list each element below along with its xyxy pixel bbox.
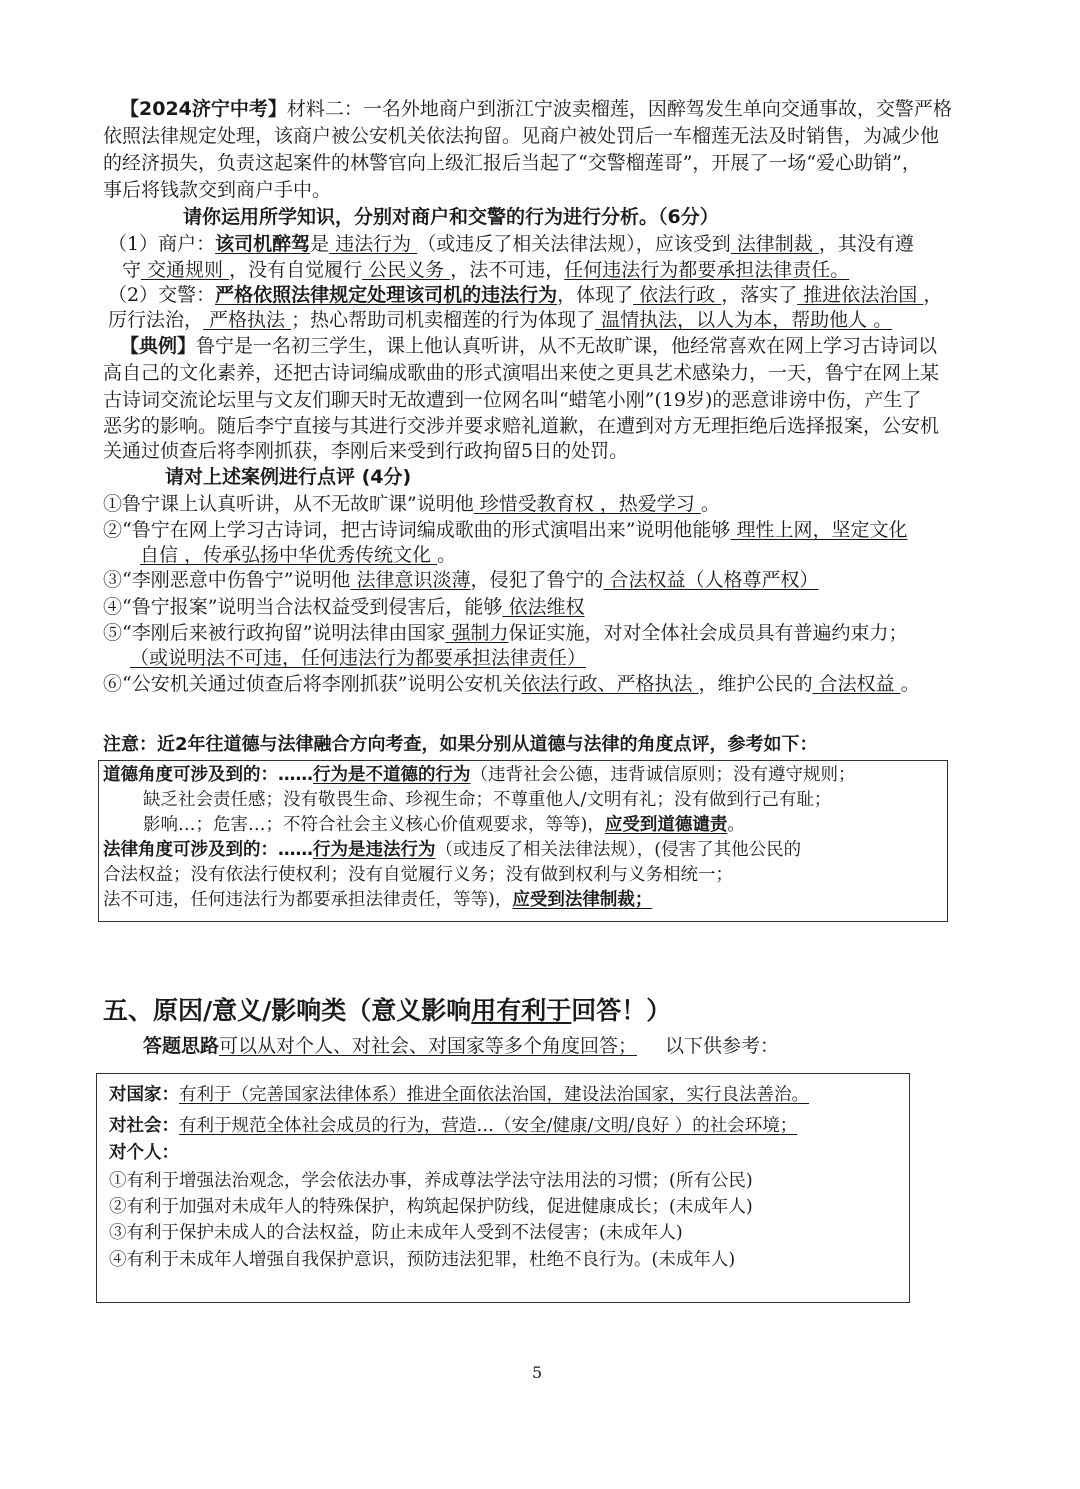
section-5-heading: 五、原因/意义/影响类（意义影响用有利于回答！） <box>103 996 672 1025</box>
example-tag: 【典例】 <box>120 335 197 357</box>
example-line-5: 关通过侦查后将李刚抓获，李刚后来受到行政拘留5日的处罚。 <box>103 440 629 462</box>
section-5-box <box>96 1073 910 1303</box>
material-line-2: 依照法律规定处理，该商户被公安机关依法拘留。见商户被处罚后一车榴莲无法及时销售，为减少他 <box>103 125 940 147</box>
answer-1-line-1: （1）商户：该司机醉驾是 违法行为 （或违反了相关法律法规），应该受到 法律制裁 ，其没有遵 <box>108 233 914 255</box>
moral-line-2: 缺乏社会责任感；没有敬畏生命、珍视生命；不尊重他人/文明有礼；没有做到行己有耻； <box>143 790 832 810</box>
note-title: 注意：近2年往道德与法律融合方向考查，如果分别从道德与法律的角度点评，参考如下： <box>103 734 818 755</box>
example-line-3: 古诗词交流论坛里与文友们聊天时无故遭到一位网名叫“蜡笔小刚”(19岁)的恶意诽谤中伤，产生了 <box>103 389 922 411</box>
point-3: ③“李刚恶意中伤鲁宁”说明他 法律意识淡薄，侵犯了鲁宁的 合法权益（人格尊严权） <box>103 569 819 591</box>
question-2: 请对上述案例进行点评 (4分) <box>165 466 412 488</box>
law-line-1: 法律角度可涉及到的：……行为是违法行为（或违反了相关法律法规），(侵害了其他公民的 <box>103 840 802 860</box>
moral-line-3: 影响…；危害…；不符合社会主义核心价值观要求，等等)，应受到道德谴责。 <box>143 815 745 835</box>
point-6: ⑥“公安机关通过侦查后将李刚抓获”说明公安机关依法行政、严格执法 ，维护公民的 合法权益 。 <box>103 673 920 695</box>
exam-tag: 【2024济宁中考】 <box>120 98 287 120</box>
society-line: 对社会：有利于规范全体社会成员的行为，营造…（安全/健康/文明/良好 ）的社会环境； <box>109 1116 798 1136</box>
material-line-3: 的经济损失，负责这起案件的林警官向上级汇报后当起了“交警榴莲哥”，开展了一场“爱心助销”， <box>103 152 921 174</box>
answer-2-line-1: （2）交警：严格依照法律规定处理该司机的违法行为，体现了 依法行政 ，落实了 推进依法治国 ， <box>108 284 943 306</box>
answer-1-line-2: 守 交通规则 ，没有自觉履行 公民义务 ，法不可违，任何违法行为都要承担法律责任。 <box>122 259 850 281</box>
point-4: ④“鲁宁报案”说明当合法权益受到侵害后，能够 依法维权 <box>103 596 585 618</box>
material-line-1: 【2024济宁中考】材料二：一名外地商户到浙江宁波卖榴莲，因醉驾发生单向交通事故，交警严格 <box>120 98 952 120</box>
note-box <box>98 760 948 922</box>
country-line: 对国家：有利于（完善国家法律体系）推进全面依法治国，建设法治国家，实行良法善治。 <box>109 1085 809 1105</box>
answer-2-line-2: 厉行法治， 严格执法 ；热心帮助司机卖榴莲的行为体现了 温情执法，以人为本，帮助他人 。 <box>108 309 893 331</box>
law-line-2: 合法权益；没有依法行使权利；没有自觉履行义务；没有做到权利与义务相统一； <box>103 865 733 885</box>
point-2-line-2: 自信 ，传承弘扬中华优秀传统文化 。 <box>140 544 457 566</box>
individual-item-1: ①有利于增强法治观念，学会依法办事，养成尊法学法守法用法的习惯；(所有公民) <box>109 1171 753 1191</box>
example-line-2: 高自己的文化素养，还把古诗词编成歌曲的形式演唱出来使之更具艺术感染力，一天，鲁宁在网上某 <box>103 362 940 384</box>
point-1: ①鲁宁课上认真听讲，从不无故旷课”说明他 珍惜受教育权 ，热爱学习 。 <box>103 493 720 515</box>
individual-item-3: ③有利于保护未成人的合法权益，防止未成年人受到不法侵害；(未成年人) <box>109 1223 683 1243</box>
individual-label: 对个人： <box>109 1143 179 1163</box>
point-5-line-1: ⑤“李刚后来被行政拘留”说明法律由国家 强制力保证实施，对对全体社会成员具有普遍约束力； <box>103 622 908 644</box>
moral-line-1: 道德角度可涉及到的：……行为是不道德的行为（违背社会公德，违背诚信原则；没有遵守规则； <box>103 765 856 785</box>
answer-thinking: 答题思路可以从对个人、对社会、对国家等多个角度回答； 以下供参考： <box>143 1035 780 1057</box>
point-2-line-1: ②“鲁宁在网上学习古诗词，把古诗词编成歌曲的形式演唱出来”说明他能够 理性上网，坚定文化 <box>103 519 908 541</box>
point-5-line-2: （或说明法不可违，任何违法行为都要承担法律责任） <box>130 647 587 669</box>
example-line-4: 恶劣的影响。随后李宁直接与其进行交涉并要求赔礼道歉，在遭到对方无理拒绝后选择报案，公安机 <box>103 415 940 437</box>
law-line-3: 法不可违，任何违法行为都要承担法律责任，等等)，应受到法律制裁； <box>103 890 653 910</box>
individual-item-4: ④有利于未成年人增强自我保护意识，预防违法犯罪，杜绝不良行为。(未成年人) <box>109 1250 736 1270</box>
page-number: 5 <box>532 1363 543 1382</box>
individual-item-2: ②有利于加强对未成年人的特殊保护，构筑起保护防线，促进健康成长；(未成年人) <box>109 1197 753 1217</box>
example-line-1: 【典例】鲁宁是一名初三学生，课上他认真听讲，从不无故旷课，他经常喜欢在网上学习古诗词以 <box>120 335 938 357</box>
question-1: 请你运用所学知识，分别对商户和交警的行为进行分析。（6分） <box>183 206 719 228</box>
material-line-4: 事后将钱款交到商户手中。 <box>103 179 332 201</box>
